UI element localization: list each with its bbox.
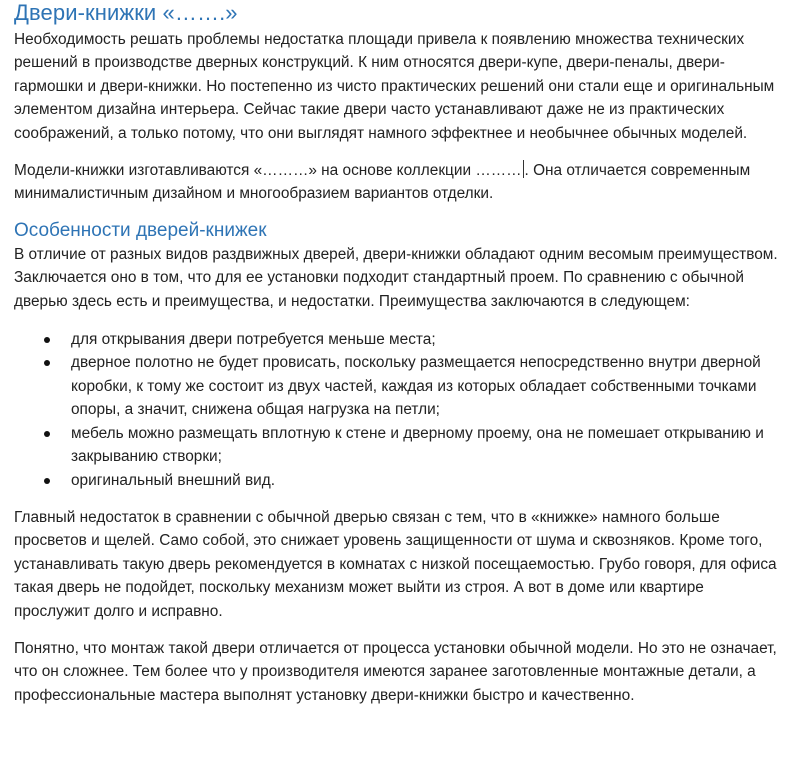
models-paragraph bbox=[14, 159, 779, 206]
text-cursor bbox=[523, 160, 524, 178]
features-intro-paragraph: В отличие от разных видов раздвижных дверей, двери-книжки обладают одним весомым преимуществом. Заключается оно в том, что для ее установки подходит стандартный проем. По сравнению с обычной дверью здесь есть и преимущества, и недостатки. Преимущества заключаются в следующем: bbox=[14, 245, 778, 310]
bullet-icon bbox=[44, 431, 50, 437]
drawback-paragraph: Главный недостаток в сравнении с обычной дверью связан с тем, что в «книжке» намного больше просветов и щелей. Само собой, это снижает уровень защищенности от шума и сквозняков. Кроме того, устанавливать такую дверь рекомендуется в комнатах с низкой посещаемостью. Грубо говоря, для офиса такая дверь не подойдет, поскольку механизм может выйти из строя. А вот в доме или квартире прослужит долго и исправно. bbox=[14, 508, 777, 620]
list-item-text: для открывания двери потребуется меньше места; bbox=[71, 331, 436, 349]
section-heading: Особенности дверей-книжек bbox=[14, 219, 267, 241]
list-item bbox=[14, 351, 779, 421]
installation-paragraph: Понятно, что монтаж такой двери отличается от процесса установки обычной модели. Но это не означает, что он сложнее. Тем более что у производителя имеются заранее заготовленные монтажные детали, а профессиональные мастера выполнят установку двери-книжки быстро и качественно. bbox=[14, 639, 777, 704]
models-paragraph-text-end: . Она отличается современным минималистичным дизайном и многообразием вариантов отделки. bbox=[14, 162, 751, 203]
list-item bbox=[14, 328, 779, 351]
list-item-text: дверное полотно не будет провисать, поскольку размещается непосредственно внутри дверной коробки, к тому же состоит из двух частей, каждая из которых обладает собственными точками опоры, а значит, снижена общая нагрузка на петли; bbox=[71, 354, 761, 419]
list-item-text: оригинальный внешний вид. bbox=[71, 471, 276, 489]
document-title: Двери-книжки «…….» bbox=[14, 0, 238, 25]
advantages-list bbox=[14, 328, 779, 492]
list-item bbox=[14, 469, 779, 492]
bullet-icon bbox=[44, 478, 50, 484]
bullet-icon bbox=[44, 360, 50, 366]
list-item-text: мебель можно размещать вплотную к стене и дверному проему, она не помешает открыванию и закрыванию створки; bbox=[71, 424, 764, 466]
models-paragraph-text-start: Модели-книжки изготавливаются «………» на основе коллекции ……… bbox=[14, 162, 522, 180]
bullet-icon bbox=[44, 337, 50, 343]
intro-paragraph: Необходимость решать проблемы недостатка площади привела к появлению множества технических решений в производстве дверных конструкций. К ним относятся двери-купе, двери-пеналы, двери-гармошки и двери-книжки. Но постепенно из чисто практических решений они стали еще и оригинальным элементом дизайна интерьера. Сейчас такие двери часто устанавливают даже не из практических соображений, а только потому, что они выглядят намного эффектнее и необычнее обычных моделей. bbox=[14, 31, 775, 142]
document-page bbox=[14, 0, 779, 707]
list-item bbox=[14, 422, 779, 469]
